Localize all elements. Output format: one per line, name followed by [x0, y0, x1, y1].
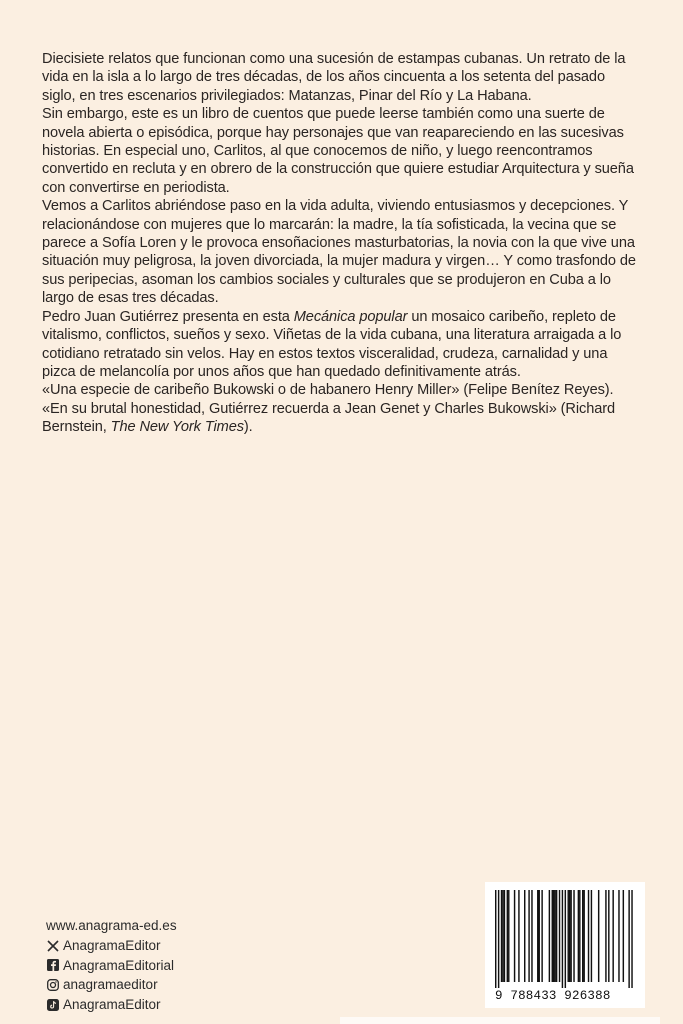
barcode-bar: [514, 890, 515, 982]
quote2-before: «En su brutal honestidad, Gutiérrez recuerda a Jean Genet y Charles Bukowski» (Richard Bernstein,: [42, 400, 616, 436]
tiktok-handle[interactable]: AnagramaEditor: [63, 997, 161, 1013]
quote-benitez-reyes: «Una especie de caribeño Bukowski o de habanero Henry Miller» (Felipe Benítez Reyes).: [42, 382, 614, 399]
book-title: Mecánica popular: [293, 308, 408, 325]
barcode-bar: [498, 890, 499, 988]
barcode-bar: [565, 890, 566, 988]
isbn-number: 9 788433 926388: [495, 989, 611, 1003]
barcode-bar: [623, 890, 624, 982]
barcode-bar: [552, 890, 553, 982]
barcode-bar: [553, 890, 554, 982]
barcode-bar: [562, 890, 563, 988]
blurb-paragraph-4: [42, 308, 642, 382]
page-edge: [340, 1017, 660, 1024]
facebook-row[interactable]: [46, 956, 177, 976]
barcode-bar: [518, 890, 519, 982]
instagram-row[interactable]: [46, 975, 177, 995]
barcode-bar: [507, 890, 508, 982]
barcode-bar: [556, 890, 557, 982]
website-link[interactable]: www.anagrama-ed.es: [46, 918, 177, 933]
blurb-p4-before: Pedro Juan Gutiérrez presenta en esta: [42, 308, 294, 325]
barcode-bar: [504, 890, 505, 982]
barcode-bar: [631, 890, 632, 988]
barcode-bar: [539, 890, 540, 982]
barcode-bar: [568, 890, 569, 982]
barcode-bar: [537, 890, 538, 982]
instagram-handle[interactable]: anagramaeditor: [63, 977, 158, 993]
barcode-bar: [612, 890, 613, 982]
blurb: [42, 50, 642, 437]
tiktok-row[interactable]: [46, 995, 177, 1015]
blurb-paragraph-3: Vemos a Carlitos abriéndose paso en la vida adulta, viviendo entusiasmos y decepciones. Y relacionándose con mujeres que lo marcarán: la madre, la tía sofisticada, la vecina que se parece a Sofía Loren y le provoca ensoñaciones masturbatorias, la novia con la que vive una situación muy peligrosa, la joven divorciada, la mujer madura y virgen… Y como trasfondo de sus peripecias, asoman los cambios sociales y culturales que se produjeron en Cuba a lo largo de esas tres décadas.: [42, 198, 636, 307]
barcode-bar: [583, 890, 584, 982]
barcode-bar: [578, 890, 579, 982]
barcode-bar: [495, 890, 496, 988]
publication-name: The New York Times: [110, 419, 244, 436]
barcode-bar: [570, 890, 571, 982]
barcode-bar: [524, 890, 525, 982]
barcode-bar: [579, 890, 580, 982]
facebook-icon: [46, 959, 59, 972]
barcode-bars: [485, 882, 645, 988]
barcode-bar: [541, 890, 542, 982]
tiktok-icon: [46, 999, 59, 1012]
barcode-bar: [501, 890, 502, 982]
barcode-bar: [502, 890, 503, 982]
barcode-bar: [559, 890, 560, 982]
barcode-bar: [528, 890, 529, 982]
barcode-bar: [605, 890, 606, 982]
quote-bernstein: [42, 400, 642, 437]
barcode-bar: [549, 890, 550, 982]
x-row[interactable]: [46, 936, 177, 956]
barcode-bar: [591, 890, 592, 982]
blurb-paragraph-2: Sin embargo, este es un libro de cuentos que puede leerse también como una suerte de novela abierta o episódica, porque hay personajes que van reapareciendo en las sucesivas historias. En especial uno, Carlitos, al que conocemos de niño, y luego reencontramos convertido en recluta y en obrero de la construcción que quiere estudiar Arquitectura y sueña con convertirse en periodista.: [42, 106, 634, 196]
isbn-barcode: [485, 882, 645, 1008]
publisher-social: [46, 916, 177, 1015]
facebook-handle[interactable]: AnagramaEditorial: [63, 957, 175, 973]
barcode-bar: [569, 890, 570, 982]
barcode-bar: [628, 890, 629, 988]
blurb-paragraph-1: Diecisiete relatos que funcionan como una sucesión de estampas cubanas. Un retrato de la vida en la isla a lo largo de tres décadas, de los años cincuenta a los setenta del pasado siglo, en tres escenarios privilegiados: Matanzas, Pinar del Río y La Habana.: [42, 51, 626, 104]
website-row[interactable]: [46, 916, 177, 936]
x-icon: [46, 939, 59, 952]
barcode-bar: [618, 890, 619, 982]
barcode-bar: [508, 890, 509, 982]
x-handle[interactable]: AnagramaEditor: [63, 937, 161, 953]
barcode-bar: [608, 890, 609, 982]
instagram-icon: [46, 979, 59, 992]
barcode-bar: [598, 890, 599, 982]
barcode-bar: [531, 890, 532, 982]
barcode-bar: [554, 890, 555, 982]
blurb-p4-after: un mosaico caribeño, repleto de vitalismo, conflictos, sueños y sexo. Viñetas de la vida cubana, una literatura arraigada a lo cotidiano retratado sin velos. Hay en estos textos visceralidad, crudeza, carnalidad y una pizca de melancolía por unos años que han quedado definitivamente atrás.: [42, 308, 622, 380]
barcode-bar: [582, 890, 583, 982]
quote2-after: ).: [243, 419, 253, 436]
barcode-bar: [588, 890, 589, 982]
barcode-bar: [573, 890, 574, 982]
